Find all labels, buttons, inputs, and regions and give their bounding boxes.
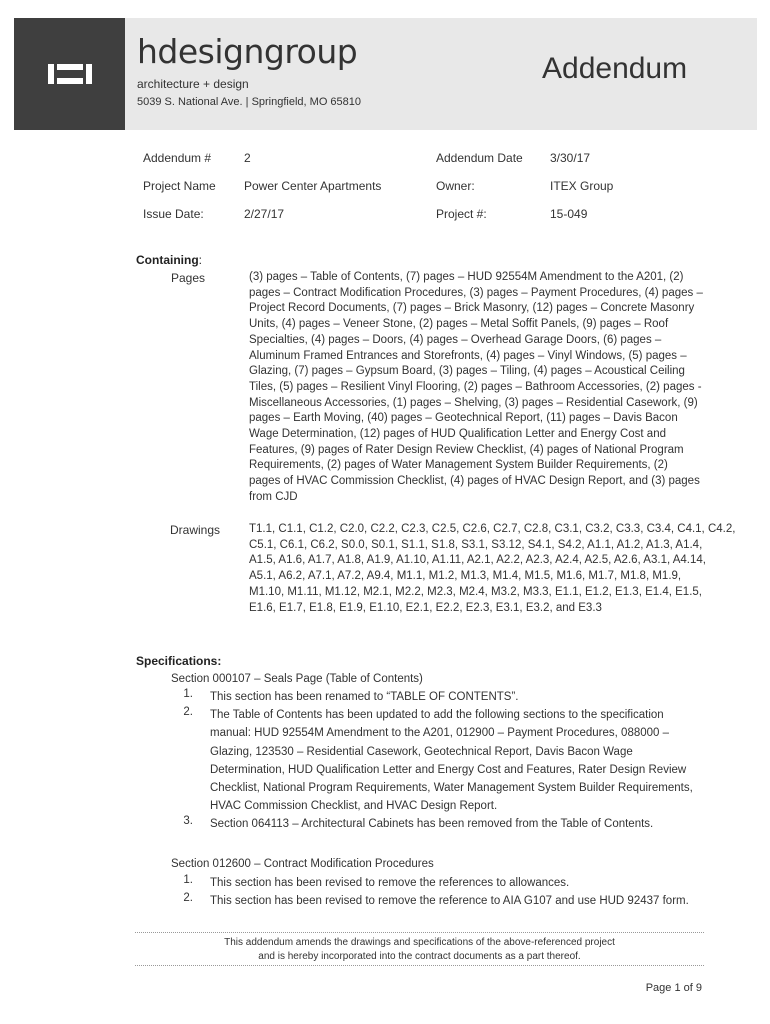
text-line: Units, (4) pages – Veneer Stone, (2) pages – Metal Soffit Panels, (9) pages – Roof: [249, 318, 669, 331]
issue-date-label: Issue Date:: [143, 207, 204, 221]
text-line: pages – Earth Moving, (40) pages – Geotechnical Report, (11) pages – Davis Bacon: [249, 412, 678, 425]
brand-tagline: architecture + design: [137, 77, 249, 91]
text-line: pages of HVAC Commission Checklist, (4) pages of HVAC Design Report, and (3) pages: [249, 475, 700, 488]
text-line: Checklist, National Program Requirements, Water Management System Builder Requirements,: [210, 782, 693, 794]
list-item: [210, 688, 518, 706]
hdesigngroup-logo-icon: [48, 64, 92, 84]
drawings-list: [249, 522, 736, 616]
text-line: manual: HUD 92554M Amendment to the A201, 012900 – Payment Procedures, 088000 –: [210, 727, 670, 740]
text-line: This section has been renamed to “TABLE OF CONTENTS”.: [210, 691, 519, 703]
addendum-date-label: Addendum Date: [436, 151, 523, 165]
project-name-label: Project Name: [143, 179, 216, 193]
spec-section-title: Section 012600 – Contract Modification Procedures: [171, 858, 434, 870]
brand-name: hdesigngroup: [137, 32, 358, 71]
list-item-number: 2.: [183, 706, 193, 719]
document-title: Addendum: [542, 52, 688, 85]
footer-divider-bottom: [135, 965, 704, 966]
text-line: C5.1, C6.1, C6.2, S0.0, S0.1, S1.1, S1.8, S3.1, S3.12, S4.1, S4.2, A1.1, A1.2, A1.3, A1.4,: [249, 538, 703, 551]
addendum-number-value: 2: [244, 151, 251, 165]
project-number-value: 15-049: [550, 207, 588, 221]
addendum-number-label: Addendum #: [143, 151, 212, 165]
drawings-label: Drawings: [170, 523, 221, 537]
text-line: A1.5, A1.6, A1.7, A1.8, A1.9, A1.10, A1.11, A2.1, A2.2, A2.3, A2.4, A2.5, A2.6, A3.1, A4.14,: [249, 554, 706, 567]
list-item: [210, 706, 693, 815]
text-line: Specialties, (4) pages – Doors, (4) pages – Overhead Garage Doors, (6) pages –: [249, 333, 662, 346]
pages-label: Pages: [171, 271, 206, 285]
owner-label: Owner:: [436, 179, 475, 193]
spec-section-title: Section 000107 – Seals Page (Table of Contents): [171, 673, 423, 685]
containing-heading: Containing:: [136, 253, 202, 267]
list-item: [210, 874, 569, 892]
text-line: Tiles, (5) pages – Resilient Vinyl Flooring, (2) pages – Bathroom Accessories, (2) pages -: [249, 380, 702, 393]
text-line: A5.1, A6.2, A7.1, A7.2, A9.4, M1.1, M1.2, M1.3, M1.4, M1.5, M1.6, M1.7, M1.8, M1.9,: [249, 570, 682, 583]
text-line: Miscellaneous Accessories, (1) pages – Shelving, (3) pages – Residential Casework, (9): [249, 396, 698, 409]
text-line: Determination, HUD Qualification Letter and Energy Cost and Features, Rater Design Review: [210, 763, 687, 776]
list-item-number: 1.: [183, 688, 193, 700]
project-name-value: Power Center Apartments: [244, 179, 382, 193]
text-line: Glazing, 123530 – Residential Casework, Geotechnical Report, Davis Bacon Wage: [210, 745, 633, 758]
footer-divider-top: [135, 932, 704, 933]
text-line: (3) pages – Table of Contents, (7) pages – HUD 92554M Amendment to the A201, (2): [249, 271, 684, 283]
text-line: HVAC Commission Checklist, and HVAC Design Report.: [210, 800, 498, 813]
list-item: [210, 815, 653, 833]
text-line: Glazing, (7) pages – Gypsum Board, (3) pages – Tiling, (4) pages – Acoustical Ceiling: [249, 365, 685, 378]
owner-value: ITEX Group: [550, 179, 614, 193]
text-line: T1.1, C1.1, C1.2, C2.0, C2.2, C2.3, C2.5, C2.6, C2.7, C2.8, C3.1, C3.2, C3.3, C3.4, C4.1, C4.2,: [249, 523, 736, 535]
text-line: Aluminum Framed Entrances and Storefronts, (4) pages – Vinyl Windows, (5) pages –: [249, 349, 687, 362]
text-line: Project Record Documents, (7) pages – Brick Masonry, (12) pages – Concrete Masonry: [249, 302, 695, 315]
logo-box: [14, 18, 125, 130]
text-line: Wage Determination, (12) pages of HUD Qualification Letter and Energy Cost and: [249, 428, 666, 441]
text-line: This section has been revised to remove the references to allowances.: [210, 877, 570, 889]
addendum-date-value: 3/30/17: [550, 151, 591, 165]
page-number: Page 1 of 9: [645, 982, 702, 994]
list-item: [210, 892, 689, 910]
pages-list: [249, 270, 719, 506]
footer-note-line1: This addendum amends the drawings and specifications of the above-referenced project: [224, 937, 615, 948]
text-line: Requirements, (2) pages of Water Management System Builder Requirements, (2): [249, 459, 668, 472]
brand-address: 5039 S. National Ave. | Springfield, MO 65810: [137, 96, 362, 108]
text-line: The Table of Contents has been updated to add the following sections to the specification: [210, 709, 664, 722]
project-number-label: Project #:: [436, 207, 487, 221]
text-line: M1.10, M1.11, M1.12, M2.1, M2.2, M2.3, M2.4, M3.2, M3.3, E1.1, E1.2, E1.3, E1.4, E1.5,: [249, 585, 702, 598]
text-line: E1.6, E1.7, E1.8, E1.9, E1.10, E2.1, E2.2, E2.3, E3.1, E3.2, and E3.3: [249, 601, 602, 614]
specifications-heading: Specifications:: [136, 654, 222, 668]
text-line: Features, (9) pages of Rater Design Review Checklist, (4) pages of National Program: [249, 443, 684, 456]
text-line: from CJD: [249, 490, 298, 503]
list-item-number: 3.: [183, 815, 193, 828]
text-line: Section 064113 – Architectural Cabinets has been removed from the Table of Contents.: [210, 818, 654, 831]
list-item-number: 2.: [183, 892, 193, 905]
text-line: This section has been revised to remove the reference to AIA G107 and use HUD 92437 form.: [210, 895, 689, 908]
text-line: pages – Contract Modification Procedures, (3) pages – Payment Procedures, (4) pages –: [249, 286, 703, 299]
list-item-number: 1.: [183, 874, 193, 886]
issue-date-value: 2/27/17: [244, 207, 285, 221]
footer-note-line2: and is hereby incorporated into the contract documents as a part thereof.: [258, 951, 581, 962]
